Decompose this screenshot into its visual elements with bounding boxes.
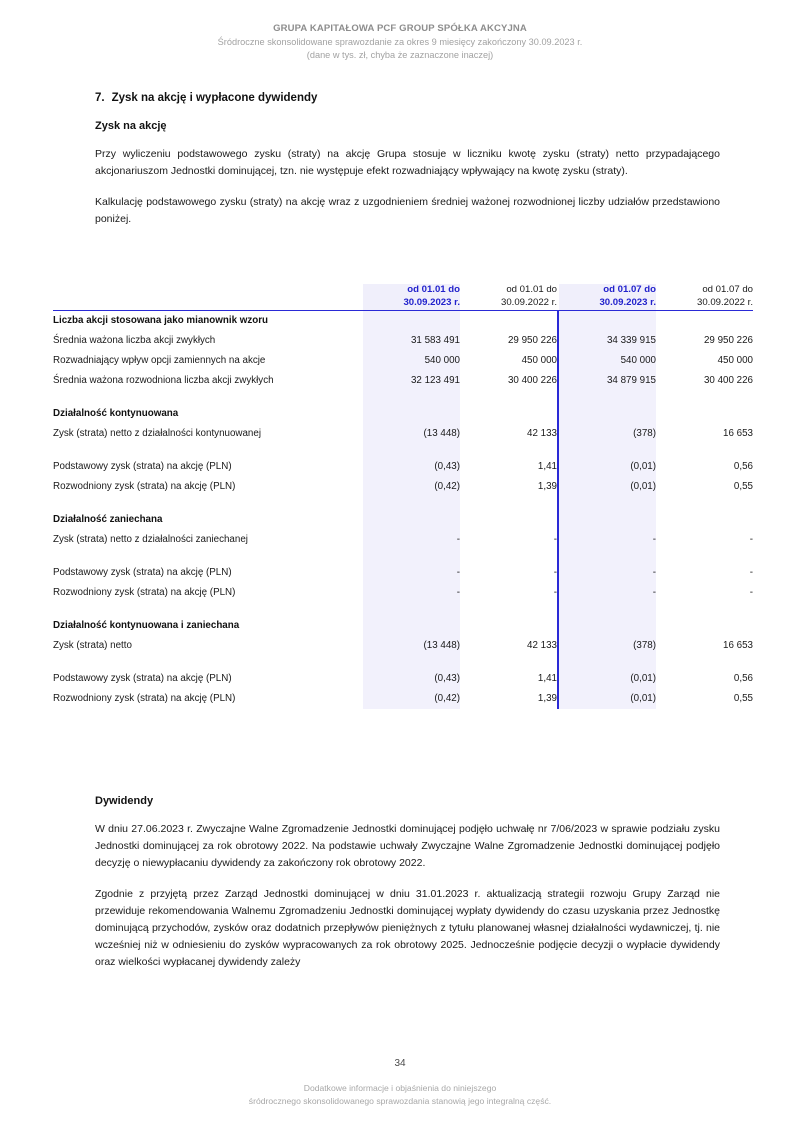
row-label: Zysk (strata) netto [53,639,132,651]
header-company-name: GRUPA KAPITAŁOWA PCF GROUP SPÓŁKA AKCYJNA [273,23,527,34]
row-value-col4: - [749,533,753,545]
table-row [53,371,753,391]
section-title-text: Zysk na akcję i wypłacone dywidendy [111,92,318,104]
row-value-col4: 16 653 [723,427,753,439]
row-value-col4 [656,497,753,510]
eps-table [53,284,753,709]
table-row [53,530,753,550]
footer-note-line-1: Dodatkowe informacje i objaśnienia do niniejszego [303,1083,497,1093]
column-header-4 [656,284,753,310]
row-value-col2 [460,656,557,669]
row-value-col1: (0,42) [363,689,460,709]
table-row [53,351,753,371]
row-value-col1: 540 000 [363,351,460,371]
row-value-col1: (0,43) [363,457,460,477]
row-value-col4: 0,55 [733,480,753,492]
paragraph-dividend-policy: Zgodnie z przyjętą przez Zarząd Jednostki dominującej w dniu 31.01.2023 r. aktualizacją strategii rozwoju Grupy Zarząd nie przewiduje rekomendowania Walnemu Zgromadzeniu Jednostki dominującej wypłaty dywidendy do czasu uzyskania przez Jednostkę dominującą przychodów, zysków oraz dodatnich przepływów pieniężnych z tytułu planowanej własnej działalności wydawniczej, tj. nie wcześniej niż w odniesieniu do zysków wypracowanych za rok obrotowy 2025. Jednocześnie podjęcie decyzji o wypłacie dywidendy oraz wielkości wypłacanej dywidendy zależy [95,888,720,968]
row-value-col4 [656,550,753,563]
row-value-col3 [559,444,656,457]
row-value-col3: 34 339 915 [559,331,656,351]
row-value-col3: - [559,583,656,603]
row-value-col3: 540 000 [559,351,656,371]
row-group-label: Liczba akcji stosowana jako mianownik wzoru [53,314,269,326]
row-value-col2 [460,550,557,563]
row-value-col3: (378) [559,424,656,444]
row-value-col2: 1,39 [537,692,557,704]
paragraph-eps-reconciliation: Kalkulację podstawowego zysku (straty) na akcję wraz z uzgodnieniem średniej ważonej rozwodnionej liczby udziałów przedstawiono poniżej. [95,196,720,225]
row-value-col4: 30 400 226 [703,374,753,386]
row-value-col4: 16 653 [723,639,753,651]
row-label [53,391,363,404]
row-value-col4: 29 950 226 [703,334,753,346]
row-value-col2: - [553,566,557,578]
row-value-col3: (0,01) [559,689,656,709]
row-label: Rozwodniony zysk (strata) na akcję (PLN) [53,586,236,598]
row-value-col4 [656,603,753,616]
row-value-col3 [559,603,656,616]
subsection-title-dividends: Dywidendy [95,795,154,807]
row-value-col2: - [553,533,557,545]
column-header-1-line2: 30.09.2023 r. [403,296,460,308]
table-spacer-row [53,550,753,563]
row-value-col2 [460,510,557,530]
section-number: 7. [95,92,105,104]
row-value-col3 [559,510,656,530]
header-report-period: Śródroczne skonsolidowane sprawozdanie za okres 9 miesięcy zakończony 30.09.2023 r. [217,36,583,47]
row-value-col1: - [363,563,460,583]
row-value-col3 [559,616,656,636]
column-header-3-line2: 30.09.2023 r. [599,296,656,308]
row-value-col1: 31 583 491 [363,331,460,351]
row-value-col3: (0,01) [559,669,656,689]
row-label [53,497,363,510]
row-value-col1 [363,550,460,563]
header-units-note: (dane w tys. zł, chyba że zaznaczone inaczej) [306,50,494,61]
row-value-col4 [656,510,753,530]
row-value-col2: 1,41 [537,460,557,472]
column-header-1-line1: od 01.01 do [407,284,460,295]
table-row [53,457,753,477]
document-footer-note [0,1082,800,1108]
row-value-col3: - [559,530,656,550]
row-value-col1: (0,43) [363,669,460,689]
row-label: Zysk (strata) netto z działalności kontynuowanej [53,427,262,439]
column-header-1 [363,284,460,310]
row-value-col4 [656,616,753,636]
row-value-col2 [460,616,557,636]
table-row [53,636,753,656]
row-value-col2: 30 400 226 [507,374,557,386]
table-row [53,477,753,497]
table-row [53,616,753,636]
row-value-col2: 1,41 [537,672,557,684]
row-group-label: Działalność zaniechana [53,513,163,525]
row-label: Podstawowy zysk (strata) na akcję (PLN) [53,566,232,578]
row-value-col3: (378) [559,636,656,656]
column-header-3 [559,284,656,310]
row-label: Rozwodniony zysk (strata) na akcję (PLN) [53,692,236,704]
row-value-col2: 42 133 [527,427,557,439]
row-value-col3: (0,01) [559,457,656,477]
row-label [53,603,363,616]
row-value-col4: - [749,566,753,578]
row-value-col4: 0,55 [733,692,753,704]
row-value-col2 [460,603,557,616]
row-value-col1: (13 448) [363,424,460,444]
page-title [95,92,720,104]
paragraph-eps-numerator: Przy wyliczeniu podstawowego zysku (straty) na akcję Grupa stosuje w liczniku kwotę zysku (straty) netto przypadającego akcjonariuszom Jednostki dominującej, tzn. nie występuje efekt rozwadniający wpływający na kwotę zysku (straty). [95,148,720,177]
column-header-4-line1: od 01.07 do [702,284,753,295]
footer-note-line-2: śródrocznego skonsolidowanego sprawozdania stanowią jego integralną część. [248,1095,552,1106]
row-label [53,444,363,457]
document-running-header [0,22,800,62]
row-value-col3 [559,310,656,331]
table-row [53,689,753,709]
table-spacer-row [53,444,753,457]
row-value-col2: - [553,586,557,598]
row-value-col4: 450 000 [717,354,753,366]
row-value-col4 [656,404,753,424]
paragraph-dividend-resolution: W dniu 27.06.2023 r. Zwyczajne Walne Zgromadzenie Jednostki dominującej podjęło uchwałę nr 7/06/2023 w sprawie podziału zysku Jednostki dominującej za rok obrotowy 2022. Na podstawie uchwały Zwyczajne Walne Zgromadzenie Jednostki dominującej podjęło decyzję o niewypłacaniu dywidendy za zakończony rok obrotowy 2022. [95,823,720,869]
row-value-col2: 42 133 [527,639,557,651]
row-value-col1 [363,656,460,669]
row-group-label: Działalność kontynuowana [53,407,179,419]
row-label: Średnia ważona liczba akcji zwykłych [53,334,216,346]
row-label: Rozwodniony zysk (strata) na akcję (PLN) [53,480,236,492]
row-value-col3 [559,656,656,669]
row-value-col3 [559,550,656,563]
column-header-2-line2: 30.09.2022 r. [500,296,557,308]
column-header-3-line1: od 01.07 do [603,284,656,295]
table-row [53,404,753,424]
table-row [53,583,753,603]
row-value-col4: - [749,586,753,598]
row-label: Zysk (strata) netto z działalności zaniechanej [53,533,248,545]
row-value-col2 [460,310,557,331]
subsection-title-eps: Zysk na akcję [95,120,167,132]
row-value-col1: - [363,530,460,550]
row-value-col2: 450 000 [521,354,557,366]
eps-table-head [53,284,753,310]
row-value-col4: 0,56 [733,672,753,684]
row-value-col2 [460,391,557,404]
row-value-col2 [460,404,557,424]
table-row [53,331,753,351]
row-value-col1 [363,616,460,636]
eps-table-body [53,310,753,709]
row-label: Średnia ważona rozwodniona liczba akcji zwykłych [53,374,274,386]
row-value-col1: (13 448) [363,636,460,656]
section-intro-block [95,92,720,228]
row-value-col1 [363,444,460,457]
row-value-col4: 0,56 [733,460,753,472]
table-row [53,669,753,689]
table-row [53,563,753,583]
row-label [53,656,363,669]
row-value-col1 [363,603,460,616]
table-row [53,310,753,331]
row-value-col2 [460,444,557,457]
row-value-col1: - [363,583,460,603]
column-header-label [53,284,363,310]
row-value-col3: 34 879 915 [559,371,656,391]
row-value-col1: 32 123 491 [363,371,460,391]
table-header-row [53,284,753,310]
row-value-col3 [559,391,656,404]
row-value-col4 [656,391,753,404]
table-spacer-row [53,603,753,616]
page-number: 34 [394,1058,406,1069]
row-value-col4 [656,656,753,669]
eps-table-container [53,284,753,709]
row-label [53,550,363,563]
row-value-col1 [363,497,460,510]
table-spacer-row [53,656,753,669]
row-value-col3: - [559,563,656,583]
column-header-4-line2: 30.09.2022 r. [696,296,753,308]
row-label: Podstawowy zysk (strata) na akcję (PLN) [53,460,232,472]
row-value-col4 [656,310,753,331]
row-value-col2: 29 950 226 [507,334,557,346]
row-value-col1 [363,510,460,530]
row-value-col3 [559,404,656,424]
row-value-col1: (0,42) [363,477,460,497]
column-header-2-line1: od 01.01 do [506,284,557,295]
row-value-col3 [559,497,656,510]
table-row [53,424,753,444]
row-group-label: Działalność kontynuowana i zaniechana [53,619,240,631]
row-value-col1 [363,310,460,331]
column-header-2 [460,284,557,310]
row-value-col4 [656,444,753,457]
row-value-col1 [363,404,460,424]
dividends-block [95,795,720,971]
row-value-col2 [460,497,557,510]
table-row [53,510,753,530]
row-label: Rozwadniający wpływ opcji zamiennych na akcje [53,354,266,366]
row-label: Podstawowy zysk (strata) na akcję (PLN) [53,672,232,684]
row-value-col2: 1,39 [537,480,557,492]
row-value-col1 [363,391,460,404]
table-spacer-row [53,391,753,404]
table-spacer-row [53,497,753,510]
row-value-col3: (0,01) [559,477,656,497]
